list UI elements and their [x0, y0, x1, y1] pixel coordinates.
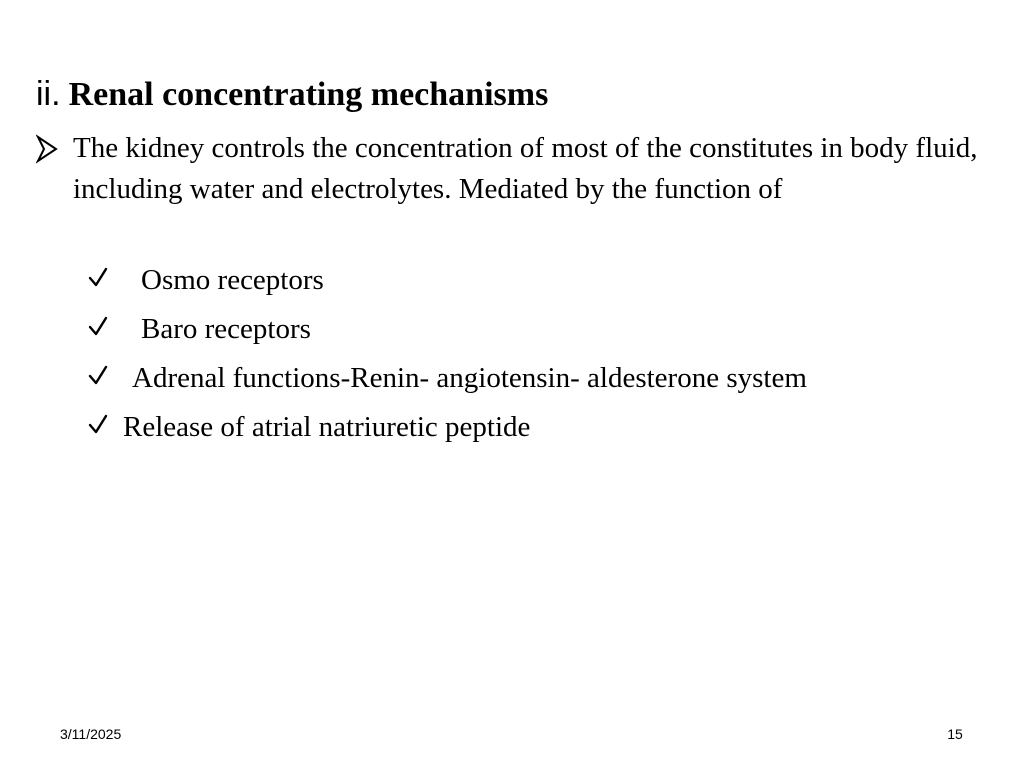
checkmark-icon: [88, 364, 108, 386]
title-text: Renal concentrating mechanisms: [68, 76, 549, 113]
checkmark-icon: [88, 413, 108, 435]
title-numeral: ii.: [36, 75, 61, 113]
sub-item-label: Release of atrial natriuretic peptide: [123, 411, 531, 443]
footer-page-number: 15: [947, 726, 963, 742]
checkmark-icon: [88, 266, 108, 288]
sub-item-label: Baro receptors: [141, 313, 311, 345]
sub-item-label: Adrenal functions-Renin- angiotensin- aldesterone system: [132, 362, 807, 394]
sub-item-label: Osmo receptors: [141, 264, 324, 296]
main-bullet-text: The kidney controls the concentration of most of the constitutes in body fluid, including water and electrolytes. Mediated by the function of: [73, 132, 978, 205]
arrow-bullet-icon: [36, 134, 58, 164]
checkmark-icon: [88, 315, 108, 337]
slide-title: [36, 72, 548, 117]
footer-date: 3/11/2025: [60, 726, 122, 742]
